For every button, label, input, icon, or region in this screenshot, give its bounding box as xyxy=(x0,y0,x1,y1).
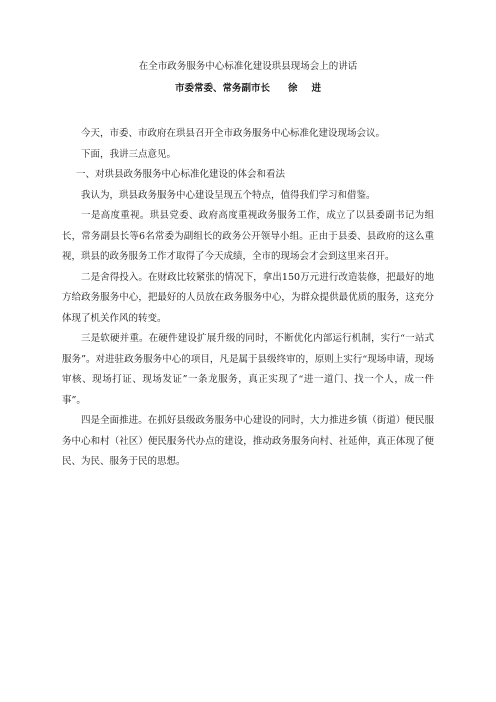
speaker-name-second: 进 xyxy=(311,83,322,94)
paragraph-point-3: 三是软硬并重。在硬件建设扩展升级的同时，不断优化内部运行机制，实行“一站式服务”。对进驻政务服务中心的项目，凡是属于县级终审的，原则上实行“现场申请，现场审核、现场打证、现场发证”一条龙服务，真正实现了“进一道门、找一个人，成一件事”。 xyxy=(62,333,434,406)
paragraph-opening: 今天，市委、市政府在珙县召开全市政务服务中心标准化建设现场会议。 xyxy=(81,128,386,139)
speaker-line xyxy=(0,82,496,96)
speech-title: 在全市政务服务中心标准化建设珙县现场会上的讲话 xyxy=(138,61,358,72)
speech-body xyxy=(62,124,434,473)
speaker-role: 市委常委、常务副市长 xyxy=(174,83,270,94)
paragraph-summary: 我认为，珙县政务服务中心建设呈现五个特点，值得我们学习和借鉴。 xyxy=(81,189,376,201)
section-heading-1: 一、对珙县政务服务中心标准化建设的体会和看法 xyxy=(76,169,286,180)
paragraph-point-4: 四是全面推进。在抓好县级政务服务中心建设的同时，大力推进乡镇（街道）便民服务中心和村（社区）便民服务代办点的建设，推动政务服务向村、社延伸，真正体现了便民、为民、服务于民的思想。 xyxy=(62,415,434,467)
paragraph-point-1: 一是高度重视。珙县党委、政府高度重视政务服务工作，成立了以县委副书记为组长，常务副县长等6名常委为副组长的政务公开领导小组。正由于县委、县政府的这么重视，珙县的政务服务工作才取得了今天成绩，全市的现场会才会到这里来召开。 xyxy=(62,210,434,262)
paragraph-intro: 下面，我讲三点意见。 xyxy=(81,148,177,160)
speaker-name-first: 徐 xyxy=(287,83,298,94)
paragraph-point-2: 二是舍得投入。在财政比较紧张的情况下，拿出150万元进行改造装修，把最好的地方给政务服务中心，把最好的人员放在政务服务中心，为群众提供最优质的服务，这充分体现了机关作风的转变。 xyxy=(62,271,434,324)
